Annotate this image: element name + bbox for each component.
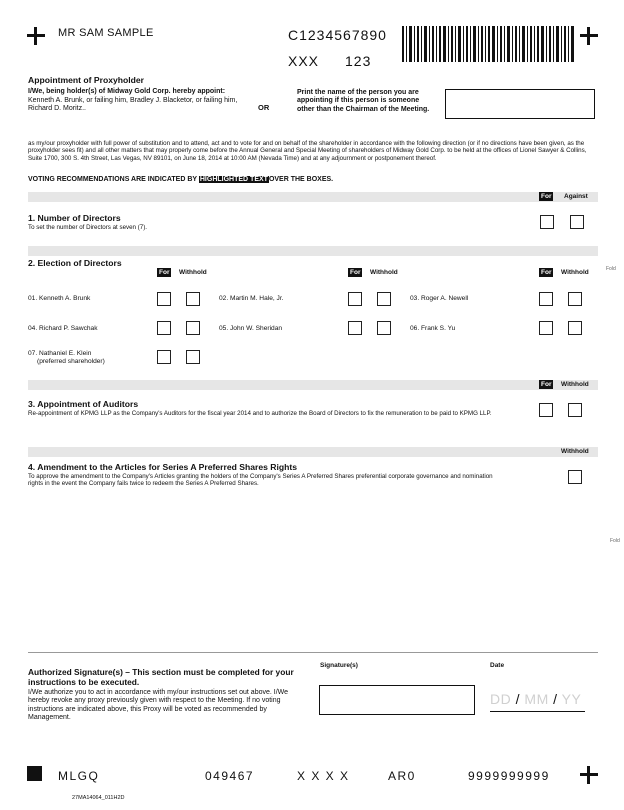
r1-against-checkbox[interactable]	[570, 215, 584, 229]
appoint-line: I/We, being holder(s) of Midway Gold Corp. hereby appoint:	[28, 88, 226, 95]
r4-title: 4. Amendment to the Articles for Series A Preferred Shares Rights	[28, 462, 298, 472]
r2-col1-withhold-label: Withhold	[179, 269, 207, 276]
nominee-02-withhold-checkbox[interactable]	[377, 292, 391, 306]
r3-for-checkbox[interactable]	[539, 403, 553, 417]
print-name-instruction: Print the name of the person you are appointing if this person is someone other than the Chairman of the Meeting.	[297, 89, 430, 113]
footer-code-5: 9999999999	[468, 769, 550, 783]
fold-mark-top: Fold	[606, 266, 616, 272]
nominee-05-for-checkbox[interactable]	[348, 321, 362, 335]
account-number: C1234567890	[288, 27, 387, 43]
signature-heading: Authorized Signature(s) – This section must be completed for your instructions to be executed.	[28, 667, 294, 687]
r1-header-band	[28, 192, 598, 202]
proxy-name-input[interactable]	[445, 89, 595, 119]
nominee-07-withhold-checkbox[interactable]	[186, 350, 200, 364]
or-label: OR	[258, 103, 270, 112]
proxy-heading: Appointment of Proxyholder	[28, 75, 145, 85]
r2-col3-for-label: For	[541, 269, 552, 276]
nominee-02-for-checkbox[interactable]	[348, 292, 362, 306]
r2-col2-withhold-label: Withhold	[370, 269, 398, 276]
r1-description: To set the number of Directors at seven (7).	[28, 224, 147, 231]
r4-description: To approve the amendment to the Company's Articles granting the holders of the Company's Series A Preferred Shares preferential corporate governance and nomination rights in the event the Company fails twice to redeem the Series A Preferred Shares.	[28, 473, 493, 488]
nominee-03-for-checkbox[interactable]	[539, 292, 553, 306]
r3-title: 3. Appointment of Auditors	[28, 399, 139, 409]
nominee-07-for-checkbox[interactable]	[157, 350, 171, 364]
nominee-01-withhold-checkbox[interactable]	[186, 292, 200, 306]
r3-withhold-label: Withhold	[561, 381, 589, 388]
code-left: XXX	[288, 53, 320, 69]
voting-recommendation: VOTING RECOMMENDATIONS ARE INDICATED BY HIGHLIGHTED TEXTOVER THE BOXES.	[28, 176, 334, 183]
date-label: Date	[490, 662, 505, 669]
appointees: Kenneth A. Brunk, or failing him, Bradley J. Blacketor, or failing him, Richard D. Moritz..	[28, 97, 238, 113]
r2-band	[28, 246, 598, 256]
nominee-04: 04. Richard P. Sawchak	[28, 325, 98, 332]
registration-mark-bottom-right	[580, 766, 598, 784]
registration-mark-top-right	[580, 27, 598, 45]
corner-block-mark	[27, 766, 42, 781]
nominee-01: 01. Kenneth A. Brunk	[28, 295, 91, 302]
fold-mark-bottom: Fold	[610, 538, 620, 544]
date-dd: DD	[490, 691, 512, 707]
r3-header-band	[28, 380, 598, 390]
nominee-07: 07. Nathaniel E. Klein	[28, 350, 92, 357]
holder-name: MR SAM SAMPLE	[58, 27, 154, 39]
footer-code-3: X X X X	[297, 769, 350, 783]
r2-col2-for-label: For	[350, 269, 361, 276]
signature-text: I/We authorize you to act in accordance with my/our instructions set out above. I/We hereby revoke any proxy previously given with respect to the Meeting. If no voting instructions are indicated above, this Proxy will be voted as recommended by Management.	[28, 689, 289, 722]
footer-code-2: 049467	[205, 769, 255, 783]
date-yy: YY	[561, 691, 582, 707]
form-id: 27MA14064_011H2D	[72, 795, 125, 801]
date-input[interactable]: DD / MM / YY	[490, 691, 585, 712]
footer-code-1: MLGQ	[58, 769, 100, 783]
r2-col1-for-label: For	[159, 269, 170, 276]
nominee-05: 05. John W. Sheridan	[219, 325, 283, 332]
r3-description: Re-appointment of KPMG LLP as the Company's Auditors for the fiscal year 2014 and to authorize the Board of Directors to fix the remuneration to be paid to KPMG LLP.	[28, 410, 492, 417]
nominee-07-note: (preferred shareholder)	[37, 358, 105, 365]
r1-for-label: For	[541, 193, 552, 200]
signature-divider	[28, 652, 598, 653]
r3-for-label: For	[541, 381, 552, 388]
barcode	[402, 26, 574, 62]
r3-withhold-checkbox[interactable]	[568, 403, 582, 417]
code-right: 123	[345, 53, 372, 69]
nominee-05-withhold-checkbox[interactable]	[377, 321, 391, 335]
nominee-02: 02. Martin M. Hale, Jr.	[219, 295, 284, 302]
r4-header-band	[28, 447, 598, 457]
signature-input[interactable]	[319, 685, 475, 715]
r1-title: 1. Number of Directors	[28, 213, 121, 223]
r1-for-checkbox[interactable]	[540, 215, 554, 229]
nominee-04-withhold-checkbox[interactable]	[186, 321, 200, 335]
signature-label: Signature(s)	[320, 662, 358, 669]
r4-withhold-label: Withhold	[561, 448, 589, 455]
nominee-01-for-checkbox[interactable]	[157, 292, 171, 306]
r1-against-label: Against	[564, 193, 588, 200]
nominee-06-for-checkbox[interactable]	[539, 321, 553, 335]
nominee-03-withhold-checkbox[interactable]	[568, 292, 582, 306]
date-mm: MM	[524, 691, 549, 707]
r4-withhold-checkbox[interactable]	[568, 470, 582, 484]
nominee-03: 03. Roger A. Newell	[410, 295, 469, 302]
r2-col3-withhold-label: Withhold	[561, 269, 589, 276]
nominee-06: 06. Frank S. Yu	[410, 325, 456, 332]
nominee-04-for-checkbox[interactable]	[157, 321, 171, 335]
r2-title: 2. Election of Directors	[28, 258, 122, 268]
registration-mark-top-left	[27, 27, 45, 45]
footer-code-4: AR0	[388, 769, 416, 783]
nominee-06-withhold-checkbox[interactable]	[568, 321, 582, 335]
proxy-paragraph: as my/our proxyholder with full power of substitution and to attend, act and to vote for and on behalf of the shareholder in accordance with the following direction (or if no directions have been given, as the proxyholder sees fit) and all other matters that may properly come before the Annual General and Special Meeting of shareholders of Midway Gold Corp. to be held at the offices of Lionel Sawyer & Collins, Suite 1700, 300 S. 4th Street, Las Vegas, NV 89101, on June 18, 2014 at 10:00 AM (Nevada Time) and at any adjournment or postponement thereof.	[28, 140, 587, 162]
highlighted-text-sample: HIGHLIGHTED TEXT	[199, 176, 268, 183]
